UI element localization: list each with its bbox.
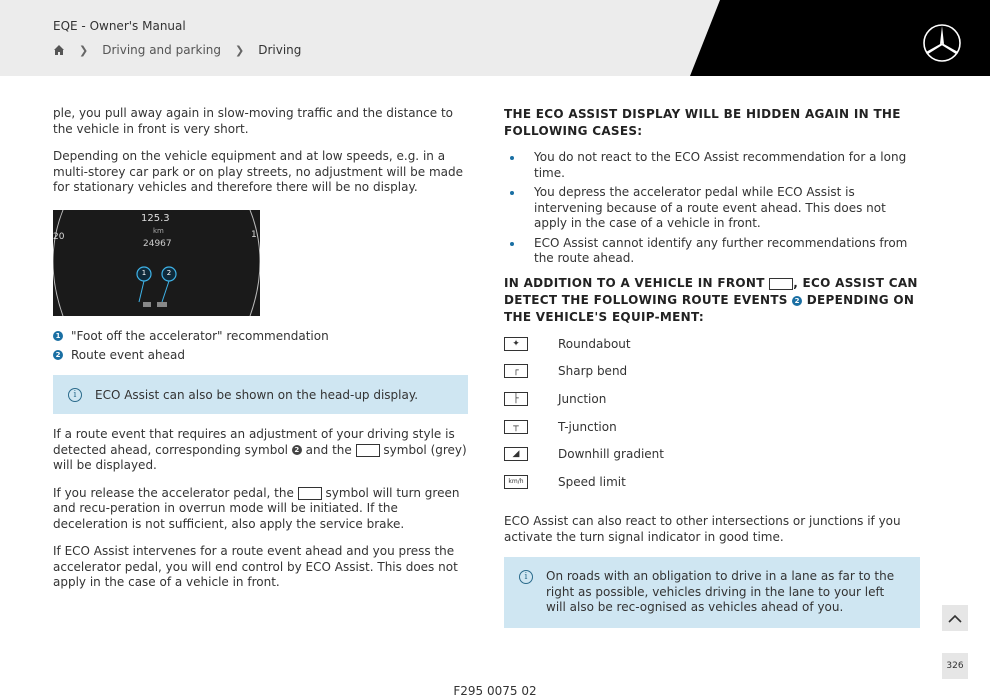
text: DEPENDING ON THE VEHICLE'S EQUIP-MENT: [504,293,915,324]
instrument-cluster-image [53,210,260,316]
list-item: You depress the accelerator pedal while ECO Assist is intervening because of a route event ahead. This does not apply in the case of a vehicle in front. [504,185,922,232]
route-event-item [504,420,617,434]
text: and the [305,442,352,457]
list-item: You do not react to the ECO Assist recommendation for a long time. [504,150,922,181]
info-note [504,557,920,628]
foot-off-accelerator-symbol-icon [356,444,380,457]
route-event-label: T-junction [558,420,617,434]
home-icon[interactable] [53,44,65,56]
bullet-list [504,150,922,271]
route-event-label: Sharp bend [558,364,628,378]
breadcrumb-item-driving-and-parking[interactable]: Driving and parking [102,43,221,57]
route-event-label: Downhill gradient [558,447,664,461]
page-number-badge[interactable]: 326 [942,653,968,679]
image-code: F295 0075 02 [453,684,537,698]
info-icon: i [68,388,82,402]
chevron-right-icon: ❯ [235,43,245,57]
roundabout-icon: ✦ [504,337,528,351]
legend-item [53,348,185,362]
left-column-lower [53,427,471,603]
doc-title[interactable]: EQE - Owner's Manual [53,19,186,33]
t-junction-icon: ┬ [504,420,528,434]
route-event-label: Roundabout [558,337,631,351]
route-event-item [504,364,627,378]
text: symbol (grey) will be displayed. [53,442,467,472]
note-text: On roads with an obligation to drive in a lane as far to the right as possible, vehicles driving in the lane to your left will also be rec-ognised as vehicles ahead of you. [546,569,895,614]
cluster-marker-2: 2 [166,269,172,277]
cluster-scale-left: 20 [53,232,65,242]
cluster-speed: 125.3 [141,213,170,224]
foot-off-accelerator-symbol-icon [298,487,322,500]
text: IN ADDITION TO A VEHICLE IN FRONT [504,276,765,290]
route-event-label: Junction [558,392,607,406]
sharp-bend-icon: ┌ [504,364,528,378]
info-note [53,375,468,414]
junction-icon: ├ [504,392,528,406]
paragraph: Depending on the vehicle equipment and at low speeds, e.g. in a multi-storey car park or on play streets, no adjustment will be made for stationary vehicles and therefore there will be no display. [53,149,463,194]
cluster-scale-right: 1 [251,230,257,240]
route-event-item [504,392,606,406]
cluster-odometer: 24967 [143,239,172,249]
info-icon: i [519,570,533,584]
note-text: ECO Assist can also be shown on the head-up display. [95,388,419,402]
list-item: ECO Assist cannot identify any further recommendations from the route ahead. [504,236,922,267]
legend-text: Route event ahead [71,348,185,362]
vehicle-ahead-symbol-icon [769,278,793,290]
cluster-marker-1: 1 [141,269,147,277]
left-column [53,106,468,208]
text: If you release the accelerator pedal, the [53,485,294,500]
mercedes-star-logo-icon[interactable] [922,23,962,63]
paragraph: If ECO Assist intervenes for a route event ahead and you press the accelerator pedal, you will end control by ECO Assist. This does not apply in the case of a vehicle in front. [53,544,458,589]
paragraph [53,427,471,474]
paragraph: ple, you pull away again in slow-moving traffic and the distance to the vehicle in front is very short. [53,106,453,136]
chevron-right-icon: ❯ [79,43,89,57]
chevron-up-icon [948,614,962,623]
text: , ECO ASSIST CAN DETECT THE FOLLOWING ROUTE EVENTS [504,276,918,307]
cluster-unit: km [153,227,164,235]
paragraph-container [504,514,922,557]
marker-2-icon: 2 [292,445,302,455]
route-event-label: Speed limit [558,475,626,489]
marker-2-icon: 2 [53,350,63,360]
route-event-item [504,447,664,461]
speed-limit-icon: km/h [504,475,528,489]
scroll-to-top-button[interactable] [942,605,968,631]
legend-text: "Foot off the accelerator" recommendation [71,329,329,343]
section-heading [504,275,922,326]
route-event-item [504,337,631,351]
paragraph [53,486,471,533]
text: symbol will turn green and recu-peration in overrun mode will be initiated. If the deceleration is not sufficient, also apply the service brake. [53,485,460,531]
legend-item [53,329,329,343]
cluster-illustration [53,210,260,316]
breadcrumb [53,42,301,58]
text: If a route event that requires an adjustment of your driving style is detected ahead, corresponding symbol [53,427,455,457]
paragraph: ECO Assist can also react to other intersections or junctions if you activate the turn signal indicator in good time. [504,514,901,544]
downhill-gradient-icon: ◢ [504,447,528,461]
route-event-item [504,475,626,489]
marker-1-icon: 1 [53,331,63,341]
breadcrumb-item-driving[interactable]: Driving [258,43,302,57]
section-heading: THE ECO ASSIST DISPLAY WILL BE HIDDEN AGAIN IN THE FOLLOWING CASES: [504,107,901,138]
marker-2-icon: 2 [792,296,802,306]
